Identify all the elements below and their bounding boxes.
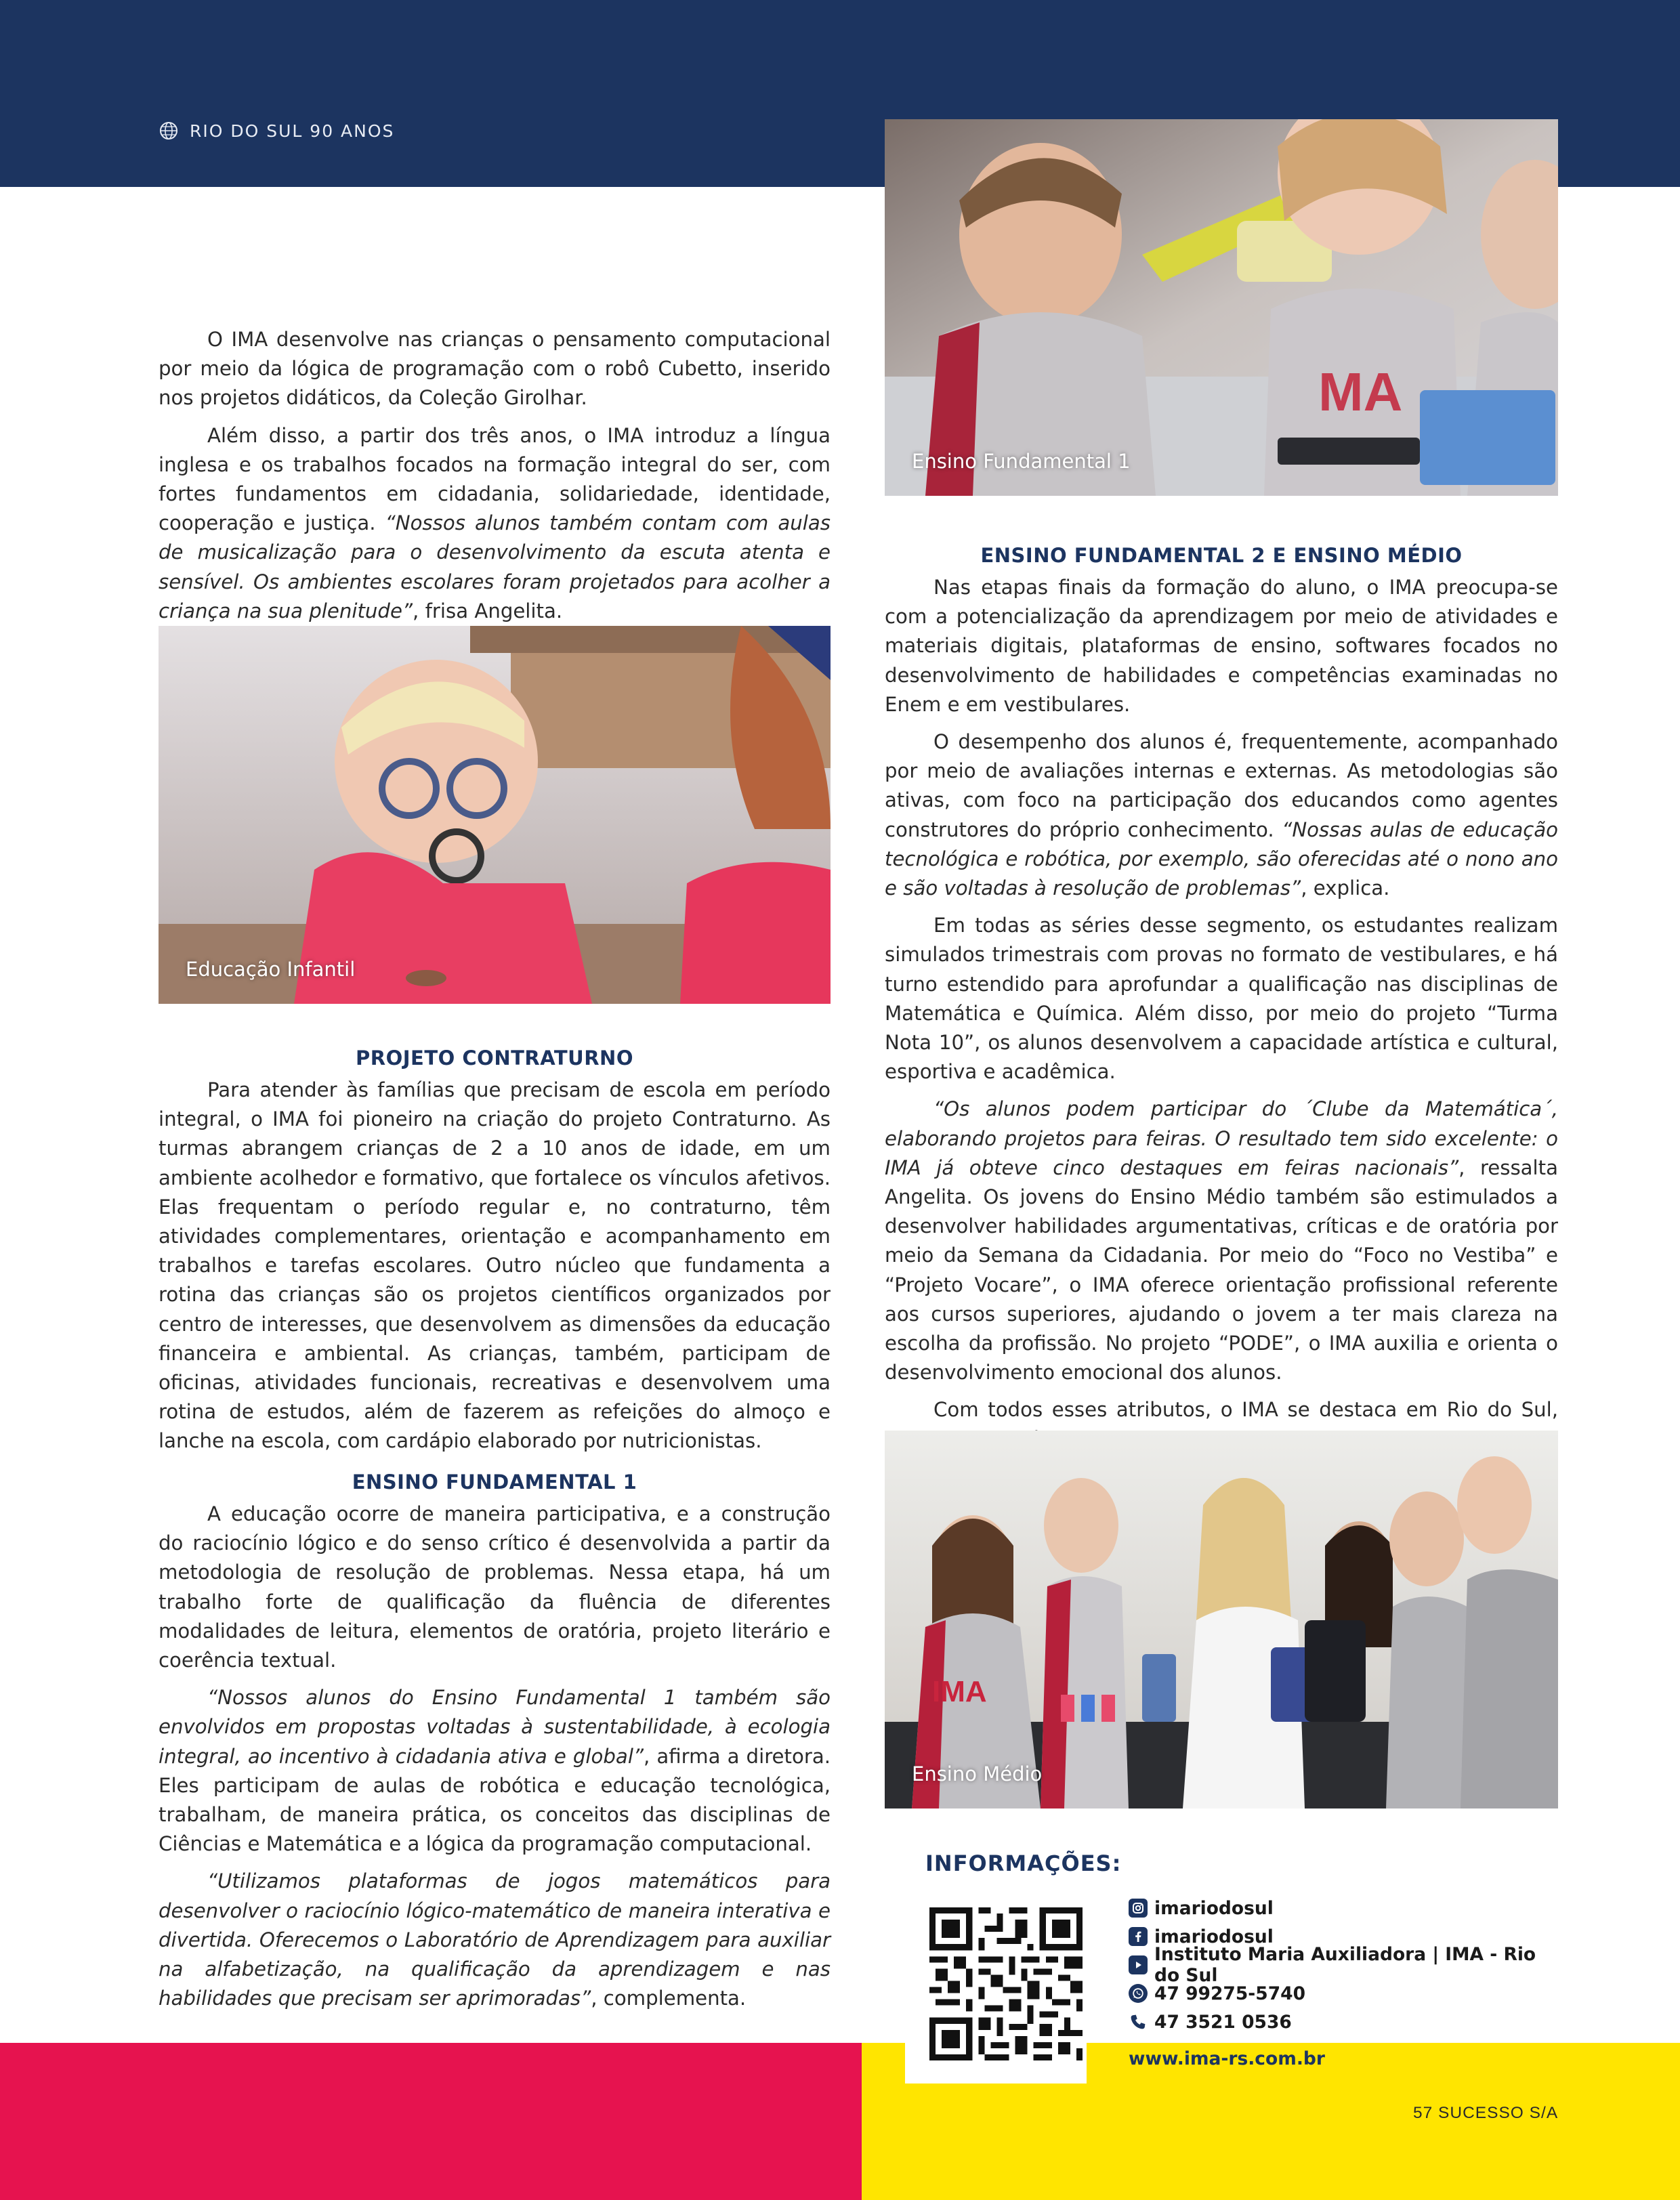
instagram-icon: [1129, 1899, 1148, 1918]
contraturno-paragraph: Para atender às famílias que precisam de escola em período integral, o IMA foi pioneiro na criação do projeto Contraturno. As turmas abrangem crianças de 2 a 10 anos de idade, em um ambiente acolhedor e formativo, que fortalece os vínculos afetivos. Elas frequentam o período regular e, no contraturno, têm atividades complementares, orientação e acompanhamento em trabalhos e tarefas escolares. Outro núcleo que fundamenta a rotina das crianças são os projetos científicos organizados por centro de interesses, que desenvolvem as dimensões da educação financeira e ambiental. As crianças, também, participam de oficinas, atividades funcionais, recreativas e desenvolvem uma rotina de estudos, além de fazerem as refeições do almoço e lanche na escola, com cardápio elaborado por nutricionistas.: [159, 1078, 831, 1453]
section-label-text: RIO DO SUL 90 ANOS: [190, 121, 395, 141]
contact-list: [1129, 1894, 1562, 2036]
fundamental1-paragraph-2: “Nossos alunos do Ensino Fundamental 1 também são envolvidos em propostas voltadas à sustentabilidade, à ecologia integral, ao incentivo à cidadania ativa e global”, afirma a diretora. Eles participam de aulas de robótica e educação tecnológica, trabalham, de maneira prática, os conceitos das disciplinas de Ciências e Matemática e a lógica da programação computacional.: [159, 1686, 831, 1856]
photo-fundamental1-caption: Ensino Fundamental 1: [912, 450, 1131, 473]
svg-text:IMA: IMA: [932, 1675, 987, 1708]
left-column: [159, 325, 831, 634]
contact-facebook-text: imariodosul: [1154, 1926, 1274, 1947]
phone-icon: [1129, 2012, 1148, 2031]
photo-medio: [885, 1431, 1558, 1808]
fundamental2-paragraph-3: Em todas as séries desse segmento, os estudantes realizam simulados trimestrais com provas no formato de vestibulares, e há turno estendido para aprofundar a qualificação nas disciplinas de Matemática e Química. Além disso, por meio do projeto “Turma Nota 10”, os alunos desenvolvem a capacidade artística e cultural, esportiva e acadêmica.: [885, 914, 1558, 1084]
fundamental1-paragraph-3: “Utilizamos plataformas de jogos matemáticos para desenvolver o raciocínio lógico-matemático de maneira interativa e divertida. Oferecemos o Laboratório de Aprendizagem para auxiliar na alfabetização, na qualificação da aprendizagem e nas habilidades que precisam ser aprimoradas”, complementa.: [159, 1869, 831, 2010]
photo-infantil-caption: Educação Infantil: [186, 958, 356, 981]
globe-icon: [159, 121, 179, 141]
contact-instagram-text: imariodosul: [1154, 1897, 1274, 1919]
photo-infantil: [159, 626, 831, 1004]
contraturno-title: PROJETO CONTRATURNO: [356, 1046, 633, 1070]
fundamental2-section: [885, 542, 1558, 1492]
facebook-icon: [1129, 1927, 1148, 1946]
fundamental1-title: ENSINO FUNDAMENTAL 1: [352, 1471, 637, 1494]
contact-youtube-text: Instituto Maria Auxiliadora | IMA - Rio do Sul: [1154, 1944, 1536, 1986]
contact-whatsapp-text: 47 99275-5740: [1154, 1983, 1306, 2004]
fundamental1-section: [159, 1468, 831, 2021]
photo-fundamental1-image: [885, 119, 1558, 496]
photo-medio-caption: Ensino Médio: [912, 1762, 1043, 1785]
section-label: [159, 121, 394, 141]
photo-fundamental1: [885, 119, 1558, 496]
contact-youtube[interactable]: [1129, 1944, 1562, 1986]
intro-paragraph-2: Além disso, a partir dos três anos, o IMA introduz a língua inglesa e os trabalhos focados na formação integral do ser, com fortes fundamentos em cidadania, solidariedade, identidade, cooperação e justiça. “Nossos alunos também contam com aulas de musicalização para o desenvolvimento da escuta atenta e sensível. Os ambientes escolares foram projetados para acolher a criança na sua plenitude”, frisa Angelita.: [159, 423, 831, 622]
youtube-icon: [1129, 1955, 1148, 1974]
intro-paragraph-1: O IMA desenvolve nas crianças o pensamento computacional por meio da lógica de programação com o robô Cubetto, inserido nos projetos didáticos, da Coleção Girolhar.: [159, 328, 831, 410]
qr-code[interactable]: [929, 1907, 1083, 2060]
page-folio: 57 SUCESSO S/A: [1413, 2104, 1559, 2122]
whatsapp-icon: [1129, 1984, 1148, 2003]
contraturno-section: [159, 1044, 831, 1464]
fundamental2-paragraph-4: “Os alunos podem participar do ´Clube da Matemática´, elaborando projetos para feiras. O resultado tem sido excelente: o IMA já obteve cinco destaques em feiras nacionais”, ressalta Angelita. Os jovens do Ensino Médio também são estimulados a desenvolver habilidades argumentativas, críticas e de oratória por meio da Semana da Cidadania. Por meio do “Foco no Vestiba” e “Projeto Vocare”, o IMA oferece orientação profissional referente aos cursos superiores, ajudando o jovem a ter mais clareza na escolha da profissão. No projeto “PODE”, o IMA auxilia e orienta o desenvolvimento emocional dos alunos.: [885, 1097, 1558, 1384]
svg-text:MA: MA: [1318, 362, 1403, 422]
qr-code-box: [905, 1886, 1087, 2083]
contact-phone-text: 47 3521 0536: [1154, 2011, 1292, 2033]
website-link[interactable]: www.ima-rs.com.br: [1129, 2048, 1325, 2069]
fundamental1-paragraph-1: A educação ocorre de maneira participativa, e a construção do raciocínio lógico e do senso crítico é desenvolvida a partir da metodologia de resolução de problemas. Nessa etapa, há um trabalho forte de qualificação da fluência de diferentes modalidades de leitura, elementos de oratória, projeto literário e coerência textual.: [159, 1502, 831, 1672]
contact-instagram[interactable]: [1129, 1894, 1562, 1922]
fundamental2-paragraph-1: Nas etapas finais da formação do aluno, o IMA preocupa-se com a potencialização da aprendizagem por meio de atividades e materiais digitais, plataformas de ensino, softwares focados no desenvolvimento de habilidades e competências examinadas no Enem e em vestibulares.: [885, 576, 1558, 716]
fundamental2-paragraph-5: Com todos esses atributos, o IMA se destaca em Rio do Sul,: [933, 1398, 1558, 1422]
info-title: INFORMAÇÕES:: [925, 1850, 1122, 1876]
fundamental2-paragraph-2: O desempenho dos alunos é, frequentemente, acompanhado por meio de avaliações internas e externas. As metodologias são ativas, com foco na participação dos educandos como agentes construtores do próprio conhecimento. “Nossas aulas de educação tecnológica e robótica, por exemplo, são oferecidas até o nono ano e são voltadas à resolução de problemas”, explica.: [885, 730, 1558, 900]
contact-phone[interactable]: [1129, 2008, 1562, 2036]
fundamental2-title: ENSINO FUNDAMENTAL 2 E ENSINO MÉDIO: [980, 544, 1463, 567]
photo-infantil-image: [159, 626, 831, 1004]
footer-band-red: [0, 2043, 862, 2200]
photo-medio-image: [885, 1431, 1558, 1808]
